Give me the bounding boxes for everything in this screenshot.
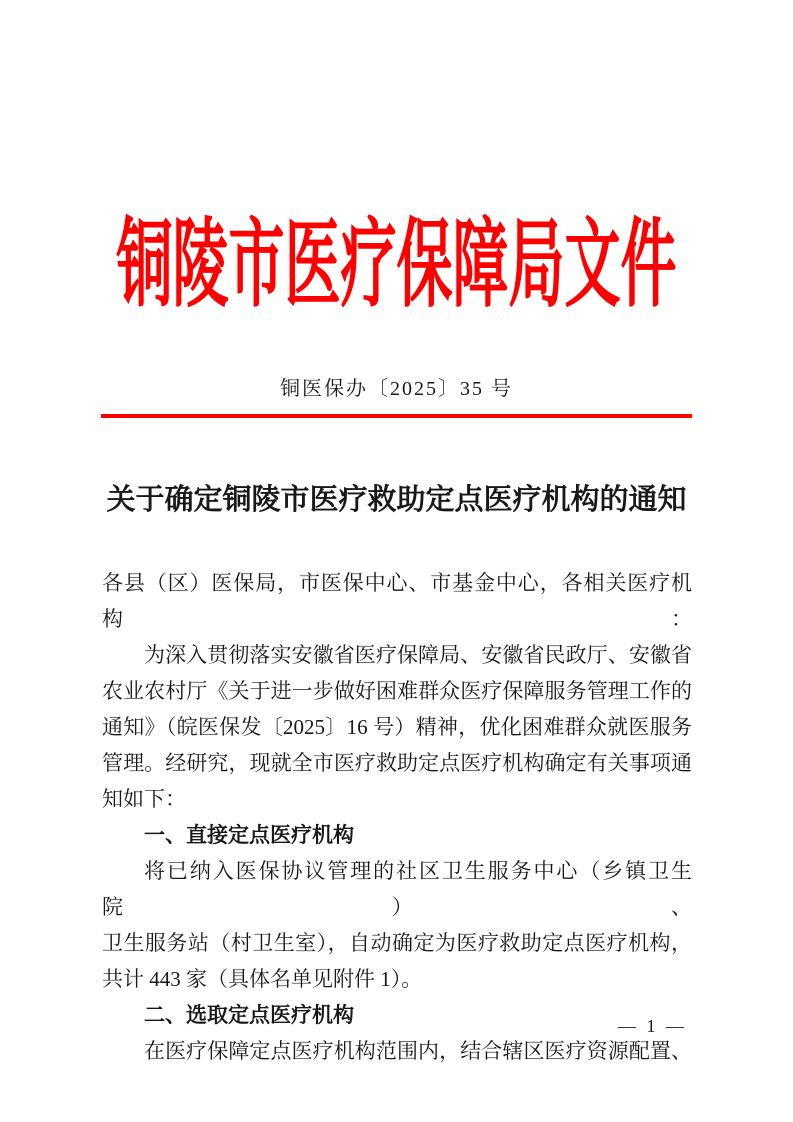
body-line: 在医疗保障定点医疗机构范围内，结合辖区医疗资源配置、 — [144, 1039, 692, 1063]
document-title: 关于确定铜陵市医疗救助定点医疗机构的通知 — [106, 484, 687, 516]
body-line: 卫生服务站（村卫生室），自动确定为医疗救助定点医疗机构， — [102, 931, 692, 955]
section-heading-2: 二、选取定点医疗机构 — [144, 1003, 354, 1027]
red-divider-line — [101, 414, 692, 418]
letterhead-agency-title: 铜陵市医疗保障局文件 — [116, 208, 677, 322]
document-body — [102, 565, 692, 1069]
body-line: 农业农村厅《关于进一步做好困难群众医疗保障服务管理工作的 — [102, 679, 692, 703]
section-heading-1: 一、直接定点医疗机构 — [144, 823, 354, 847]
document-number: 铜医保办〔2025〕35 号 — [280, 378, 513, 400]
body-line: 知如下： — [102, 787, 186, 811]
letterhead — [0, 200, 793, 322]
body-line: 通知》（皖医保发〔2025〕16 号）精神，优化困难群众就医服务 — [102, 715, 692, 739]
body-line: 共计 443 家（具体名单见附件 1）。 — [102, 967, 423, 991]
body-line: 将已纳入医保协议管理的社区卫生服务中心（乡镇卫生院）、 — [102, 859, 692, 919]
body-line: 为深入贯彻落实安徽省医疗保障局、安徽省民政厅、安徽省 — [144, 643, 692, 667]
body-line: 管理。经研究，现就全市医疗救助定点医疗机构确定有关事项通 — [102, 751, 692, 775]
salutation-line: 各县（区）医保局，市医保中心、市基金中心，各相关医疗机构： — [102, 571, 692, 631]
page-number: — 1 — — [618, 1016, 687, 1036]
